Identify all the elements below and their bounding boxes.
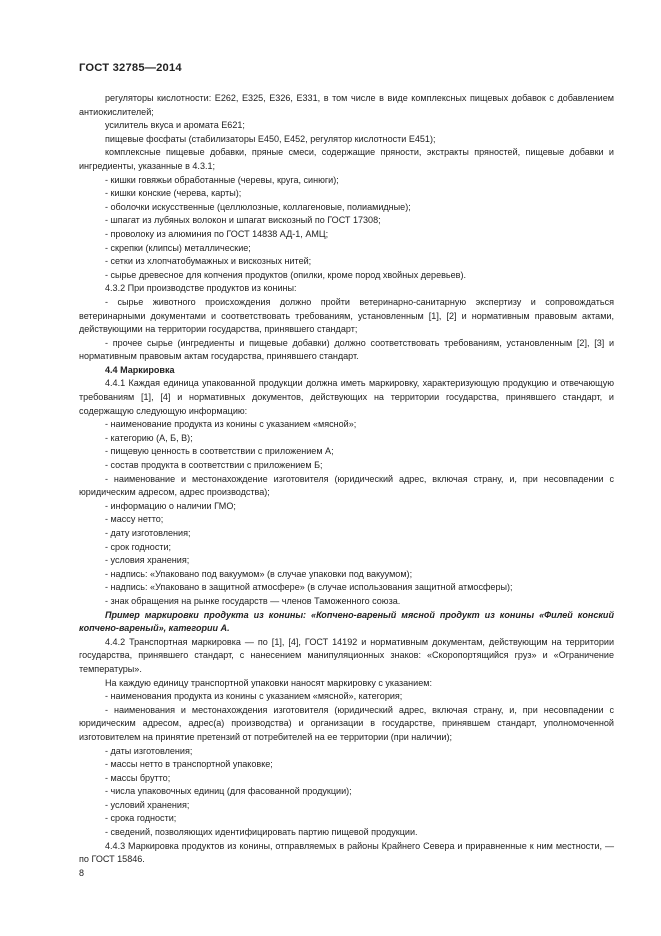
list-item: - наименование и местонахождение изготовителя (юридический адрес, включая страну, и, при несовпадении с юридическим адресом, адрес производства); xyxy=(79,473,614,498)
list-item: - условия хранения; xyxy=(105,555,190,566)
list-item: - пищевую ценность в соответствии с приложением А; xyxy=(105,446,334,457)
list-item: - наименования и местонахождения изготовителя (юридический адрес, включая страну, и, при несовпадении с юридическим адресом, адрес(а) производства) и организации в государстве, принявшем стандарт, уполномоченной изготовителем на принятие претензий от потребителей на ее территории (при наличии); xyxy=(79,704,614,742)
list-item: - сырье древесное для копчения продуктов (опилки, кроме пород хвойных деревьев). xyxy=(105,269,466,280)
list-item: - наименование продукта из конины с указанием «мясной»; xyxy=(105,419,357,430)
page-number: 8 xyxy=(79,868,85,878)
document-body xyxy=(79,92,614,867)
paragraph: 4.4.1 Каждая единица упакованной продукции должна иметь маркировку, характеризующую продукцию и отвечающую требованиям [1], [4] и нормативных документов, действующих на территории государства, принявшего стандарт, и содержащую следующую информацию: xyxy=(79,378,614,416)
list-item: - массу нетто; xyxy=(105,514,164,525)
list-item: - кишки говяжьи обработанные (черевы, круга, синюги); xyxy=(105,174,339,185)
paragraph: пищевые фосфаты (стабилизаторы Е450, Е452, регулятор кислотности Е451); xyxy=(105,133,436,144)
list-item: - массы брутто; xyxy=(105,772,171,783)
list-item: - информацию о наличии ГМО; xyxy=(105,500,236,511)
example-text: Пример маркировки продукта из конины: «Копчено-вареный мясной продукт из конины «Филей конский копчено-вареный», категории А. xyxy=(79,609,614,634)
paragraph: регуляторы кислотности: Е262, Е325, Е326, Е331, в том числе в виде комплексных пищевых добавок с добавлением антиокислителей; xyxy=(79,93,614,117)
list-item: - кишки конские (черева, карты); xyxy=(105,188,242,199)
list-item: - проволоку из алюминия по ГОСТ 14838 АД-1, АМЦ; xyxy=(105,228,329,239)
section-heading: 4.4 Маркировка xyxy=(105,364,175,375)
list-item: - прочее сырье (ингредиенты и пищевые добавки) должно соответствовать требованиям, установленным [2], [3] и нормативным правовым актам государства, принявшего стандарт. xyxy=(79,337,614,362)
list-item: - сетки из хлопчатобумажных и вискозных нитей; xyxy=(105,256,312,267)
list-item: - сырье животного происхождения должно пройти ветеринарно-санитарную экспертизу и сопровождаться ветеринарными документами и соответствовать требованиям, установленным [1], [2] и нормативным правовым актами, действующими на территории государства, принявшего стандарт; xyxy=(79,296,614,335)
list-item: - срок годности; xyxy=(105,541,172,552)
document-header: ГОСТ 32785—2014 xyxy=(79,62,182,74)
list-item: - дату изготовления; xyxy=(105,528,191,538)
list-item: - сведений, позволяющих идентифицировать партию пищевой продукции. xyxy=(105,827,418,838)
list-item: - условий хранения; xyxy=(105,799,190,810)
paragraph: 4.4.2 Транспортная маркировка — по [1], [4], ГОСТ 14192 и нормативным документам, действующим на территории государства, принявшего стандарт, с нанесением манипуляционных знаков: «Скоропортящийся груз» и «Ограничение температуры». xyxy=(79,636,614,674)
list-item: - наименования продукта из конины с указанием «мясной», категория; xyxy=(105,691,403,702)
list-item: - знак обращения на рынке государств — членов Таможенного союза. xyxy=(105,595,401,606)
paragraph: 4.4.3 Маркировка продуктов из конины, отправляемых в районы Крайнего Севера и приравненные к ним местности, — по ГОСТ 15846. xyxy=(79,840,614,865)
paragraph: комплексные пищевые добавки, пряные смеси, содержащие пряности, экстракты пряностей, пищевые добавки и ингредиенты, указанные в 4.3.1; xyxy=(79,147,614,171)
list-item: - надпись: «Упаковано под вакуумом» (в случае упаковки под вакуумом); xyxy=(105,568,413,579)
list-item: - массы нетто в транспортной упаковке; xyxy=(105,759,273,770)
list-item: - оболочки искусственные (целлюлозные, коллагеновые, полиамидные); xyxy=(105,201,411,212)
list-item: - надпись: «Упаковано в защитной атмосфере» (в случае использования защитной атмосферы); xyxy=(105,582,513,593)
list-item: - числа упаковочных единиц (для фасованной продукции); xyxy=(105,786,352,797)
paragraph: На каждую единицу транспортной упаковки наносят маркировку с указанием: xyxy=(105,677,432,688)
list-item: - категорию (А, Б, В); xyxy=(105,432,193,443)
list-item: - даты изготовления; xyxy=(105,745,193,756)
list-item: - скрепки (клипсы) металлические; xyxy=(105,242,251,253)
list-item: - срока годности; xyxy=(105,813,177,824)
paragraph: усилитель вкуса и аромата Е621; xyxy=(105,120,245,131)
list-item: - состав продукта в соответствии с приложением Б; xyxy=(105,460,323,471)
list-item: - шпагат из лубяных волокон и шпагат вискозный по ГОСТ 17308; xyxy=(105,215,381,226)
paragraph: 4.3.2 При производстве продуктов из конины: xyxy=(105,283,297,294)
